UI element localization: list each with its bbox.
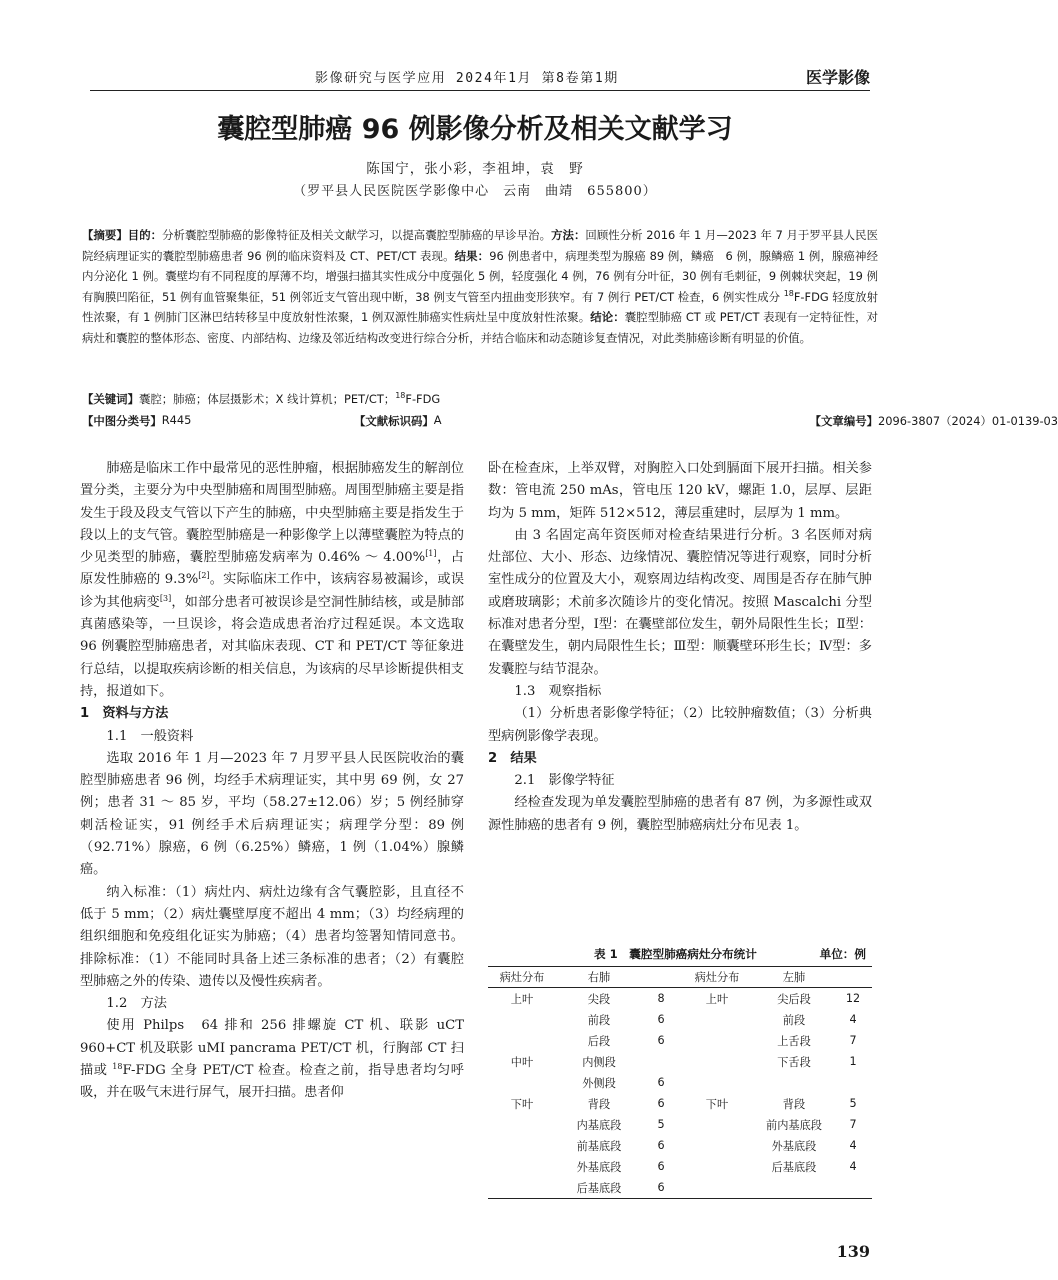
table-cell	[488, 1135, 556, 1156]
subsection-heading-1-3: 1.3 观察指标	[514, 683, 602, 699]
doc-value: A	[433, 413, 442, 427]
table-cell: 后基底段	[576, 1181, 622, 1195]
table-cell: 前段	[782, 1013, 806, 1027]
keywords-superscript: 18	[395, 391, 406, 400]
intro-text: ，如部分患者可被误诊是空洞性肺结核，或是肺部真菌感染等，一旦误诊，将会造成患者治疗过程延误。本文选取 96 例囊腔型肺癌患者，对其临床表现、CT 和 PET/CT 等征象进行总结，以提取疾病诊断的相关信息，为该病的尽早诊断提供相支持，报道如下。	[80, 594, 465, 699]
header-cell	[834, 967, 872, 988]
header-cell	[642, 967, 680, 988]
table-cell: 后基底段	[771, 1160, 817, 1174]
table-body	[488, 988, 872, 1199]
table-cell: 4	[849, 1139, 857, 1152]
table-cell: 背段	[587, 1097, 611, 1111]
subsection-heading-1-1: 1.1 一般资料	[106, 728, 194, 744]
table-cell: 1	[849, 1055, 857, 1068]
method-text: 回顾性分析 2016 年 1 月—2023 年 7 月于罗平县人民医院经病理证实的囊腔型肺癌患者 96 例的临床资料及 CT、PET/CT 表现。	[82, 228, 878, 263]
table-cell: 6	[657, 1097, 665, 1110]
table-row	[488, 1177, 872, 1199]
table-cell: 前基底段	[576, 1139, 622, 1153]
table-cell	[834, 1072, 872, 1093]
table-cell: 后段	[587, 1034, 611, 1048]
table-row	[488, 1093, 872, 1114]
isotope-superscript: 18	[112, 1062, 123, 1072]
section-heading-1: 1 资料与方法	[80, 706, 169, 722]
article-title: 囊腔型肺癌 96 例影像分析及相关文献学习	[217, 114, 733, 145]
page-number: 139	[836, 1242, 870, 1261]
conclusion-text: 囊腔型肺癌 CT 或 PET/CT 表现有一定特征性，对病灶和囊腔的整体形态、密度、内部结构、边缘及邻近结构改变进行综合分析，并结合临床和动态随诊复查情况，对此类肺癌诊断有明显的价值。	[82, 310, 878, 345]
journal-info: 影像研究与医学应用 2024年1月 第8卷第1期	[315, 71, 619, 86]
clc-value: R445	[161, 413, 192, 427]
keywords-tail: F-FDG	[405, 392, 441, 406]
table-cell: 4	[849, 1013, 857, 1026]
table-cell: 上叶	[510, 992, 534, 1006]
table-cell	[680, 1156, 754, 1177]
criteria-paragraph: 纳入标准：（1）病灶内、病灶边缘有含气囊腔影，且直径不低于 5 mm；（2）病灶囊壁厚度不超出 4 mm；（3）均经病理的组织细胞和免疫组化证实为肺癌；（4）患者均签署知情同意书。排除标准：（1）不能同时具备上述三条标准的患者；（2）有囊腔型肺癌之外的传染、遗传以及慢性疾病者。	[80, 884, 464, 989]
body-column-right	[488, 458, 872, 837]
table-cell: 6	[657, 1181, 665, 1194]
table-row	[488, 1135, 872, 1156]
classification-line	[82, 413, 1058, 433]
table-cell: 内基底段	[576, 1118, 622, 1132]
table-cell	[488, 1177, 556, 1199]
table-cell: 8	[657, 992, 665, 1005]
table-cell	[680, 1114, 754, 1135]
table-cell: 外基底段	[771, 1139, 817, 1153]
clc-number	[82, 413, 192, 429]
table-cell: 内侧段	[582, 1055, 616, 1069]
doc-code	[354, 413, 442, 429]
table-cell	[488, 1156, 556, 1177]
article-number	[809, 413, 1058, 429]
subsection-heading-1-2: 1.2 方法	[106, 996, 167, 1012]
table-cell: 5	[657, 1118, 665, 1131]
table-cell	[680, 1135, 754, 1156]
table-cell	[488, 1072, 556, 1093]
running-header	[90, 66, 870, 91]
article-label: 【文章编号】	[809, 414, 878, 428]
method-text: 使用 Philps 64 排和 256 排螺旋 CT 机、联影 uCT 960+CT 机及联影 uMI pancrama PET/CT 机，行胸部 CT 扫描或	[80, 1018, 464, 1079]
table-cell: 背段	[782, 1097, 806, 1111]
table-cell	[680, 1072, 754, 1093]
table-cell: 上舌段	[777, 1034, 811, 1048]
table-cell: 6	[657, 1160, 665, 1173]
citation-2: [2]	[198, 571, 210, 581]
table-cell	[488, 1030, 556, 1051]
header-cell: 病灶分布	[680, 967, 754, 988]
table-cell: 中叶	[510, 1055, 534, 1069]
table-cell	[642, 1051, 680, 1072]
clc-label: 【中图分类号】	[82, 414, 162, 428]
purpose-label: 目的：	[127, 228, 163, 242]
section-heading-2: 2 结果	[488, 750, 537, 766]
table-cell: 5	[849, 1097, 857, 1110]
table-cell: 前内基底段	[766, 1118, 822, 1132]
indicators-paragraph: （1）分析患者影像学特征；（2）比较肿瘤数值；（3）分析典型病例影像学表现。	[488, 706, 872, 744]
table-cell: 4	[849, 1160, 857, 1173]
table-cell: 7	[849, 1118, 857, 1131]
conclusion-label: 结论：	[590, 310, 625, 324]
keywords	[82, 389, 878, 409]
table-cell	[680, 1051, 754, 1072]
keywords-label: 【关键词】	[82, 392, 139, 406]
table-cell: 6	[657, 1076, 665, 1089]
result-label: 结果：	[454, 248, 490, 263]
table-cell: 下舌段	[777, 1055, 811, 1069]
table-cell	[834, 1177, 872, 1199]
table-row	[488, 1009, 872, 1030]
table-cell: 外基底段	[576, 1160, 622, 1174]
subsection-heading-2-1: 2.1 影像学特征	[514, 773, 615, 789]
table-row	[488, 1114, 872, 1135]
method-text: F-FDG 全身 PET/CT 检查。检查之前，指导患者均匀呼吸，并在吸气末进行屏气，展开扫描。患者仰	[80, 1063, 464, 1101]
method-paragraph	[80, 1015, 464, 1104]
table-cell: 6	[657, 1139, 665, 1152]
table-cell: 外侧段	[582, 1076, 616, 1090]
citation-1: [1]	[425, 549, 437, 559]
scan-params-paragraph: 卧在检查床，上举双臂，对胸腔入口处到膈面下展开扫描。相关参数：管电流 250 mAs，管电压 120 kV，螺距 1.0，层厚、层距均为 5 mm，矩阵 512×512，薄层重建时，层厚为 1 mm。	[488, 461, 872, 521]
method-label: 方法：	[551, 228, 586, 242]
result-text: 96 例患者中，病理类型为腺癌 89 例，鳞癌 6 例，腺鳞癌 1 例，腺癌神经内分泌化 1 例。囊壁均有不同程度的厚薄不均，增强扫描其实性成分中度强化 5 例，轻度强化 4 例，76 例有分叶征，30 例有毛刺征，9 例棘状突起，19 例有胸膜凹陷征，51 例有血管聚集征，51 例邻近支气管出现中断，38 例支气管至内扭曲变形狭窄。有 7 例行 PET/CT 检查，6 例实性成分	[82, 248, 878, 304]
section-label: 医学影像	[805, 68, 870, 87]
table-row	[488, 988, 872, 1010]
author-list: 陈国宁，张小彩，李祖坤，袁 野	[366, 161, 584, 177]
general-data-paragraph: 选取 2016 年 1 月—2023 年 7 月罗平县人民医院收治的囊腔型肺癌患者 96 例，均经手术病理证实，其中男 69 例，女 27 例；患者 31 ～ 85 岁，平均（58.27±12.06）岁；5 例经肺穿刺活检证实，91 例经手术后病理证实；病理学分型：89 例（92.71%）腺癌，6 例（6.25%）鳞癌，1 例（1.04%）腺鳞癌。	[80, 750, 464, 878]
affiliation: （罗平县人民医院医学影像中心 云南 曲靖 655800）	[293, 184, 657, 199]
table-cell: 下叶	[705, 1097, 729, 1111]
isotope-superscript: 18	[783, 288, 794, 298]
article-value: 2096-3807（2024）01-0139-03	[878, 414, 1058, 428]
table-cell: 6	[657, 1013, 665, 1026]
table-cell: 前段	[587, 1013, 611, 1027]
evaluation-paragraph: 由 3 名固定高年资医师对检查结果进行分析。3 名医师对病灶部位、大小、形态、边缘情况、囊腔情况等进行观察，同时分析室性成分的位置及大小，观察周边结构改变、周围是否存在肺气肿或磨玻璃影；术前多次随诊片的变化情况。按照 Mascalchi 分型标准对患者分型，Ⅰ型：在囊壁部位发生，朝外局限性生长；Ⅱ型：在囊壁发生，朝内局限性生长；Ⅲ型：顺囊壁环形生长；Ⅳ型：多发囊腔与结节混杂。	[488, 527, 872, 677]
table-cell: 尖段	[587, 992, 611, 1006]
header-cell: 左肺	[754, 967, 834, 988]
header-cell: 右肺	[556, 967, 642, 988]
intro-text: 。实际临床工作中，该病容易被漏诊，或误诊为其他病变	[80, 572, 465, 610]
abstract	[82, 225, 878, 348]
table-cell	[680, 1030, 754, 1051]
table-cell: 尖后段	[777, 992, 811, 1006]
table-header-row	[488, 967, 872, 988]
table-cell: 7	[849, 1034, 857, 1047]
table-row	[488, 1072, 872, 1093]
table-title: 表 1 囊腔型肺癌病灶分布统计	[594, 947, 757, 961]
intro-text: ，占原发性肺癌的 9.3%	[80, 550, 464, 588]
doc-label: 【文献标识码】	[354, 414, 434, 428]
citation-3: [3]	[159, 593, 172, 603]
table-row	[488, 1051, 872, 1072]
header-cell: 病灶分布	[488, 967, 556, 988]
table-cell: 下叶	[510, 1097, 534, 1111]
table-cell	[754, 1177, 834, 1199]
table-cell	[488, 1009, 556, 1030]
result-text-cont: F-FDG 轻度放射性浓聚，有 1 例肺门区淋巴结转移呈中度放射性浓聚，1 例双源性肺癌实性病灶呈中度放射性浓聚。	[82, 289, 878, 324]
table-cell	[488, 1114, 556, 1135]
table-cell	[754, 1072, 834, 1093]
table-cell: 上叶	[705, 992, 729, 1006]
table-cell: 12	[845, 992, 861, 1005]
table-caption	[488, 946, 872, 964]
intro-text: 肺癌是临床工作中最常见的恶性肿瘤，根据肺癌发生的解剖位置分类，主要分为中央型肺癌和周围型肺癌。周围型肺癌主要是指发生于段及段支气管以下产生的肺癌，中央型肺癌主要是指发生于段以上的支气管。囊腔型肺癌是一种影像学上以薄壁囊腔为特点的少见类型的肺癌，囊腔型肺癌发病率为 0.46% ～ 4.00%	[80, 461, 464, 566]
body-column-left	[80, 458, 464, 1105]
table-cell	[680, 1009, 754, 1030]
intro-paragraph	[80, 458, 464, 703]
keywords-text: 囊腔；肺癌；体层摄影术；X 线计算机；PET/CT；	[138, 392, 396, 406]
table-row	[488, 1156, 872, 1177]
table-row	[488, 1030, 872, 1051]
results-paragraph: 经检查发现为单发囊腔型肺癌的患者有 87 例，为多源性或双源性肺癌的患者有 9 例，囊腔型肺癌病灶分布见表 1。	[488, 795, 872, 833]
table-cell	[680, 1177, 754, 1199]
purpose-text: 分析囊腔型肺癌的影像特征及相关文献学习，以提高囊腔型肺癌的早诊早治。	[162, 228, 552, 242]
abstract-label: 【摘要】	[82, 228, 128, 242]
lesion-distribution-table	[488, 966, 872, 1199]
table-unit: 单位：例	[819, 947, 866, 961]
table-cell: 6	[657, 1034, 665, 1047]
